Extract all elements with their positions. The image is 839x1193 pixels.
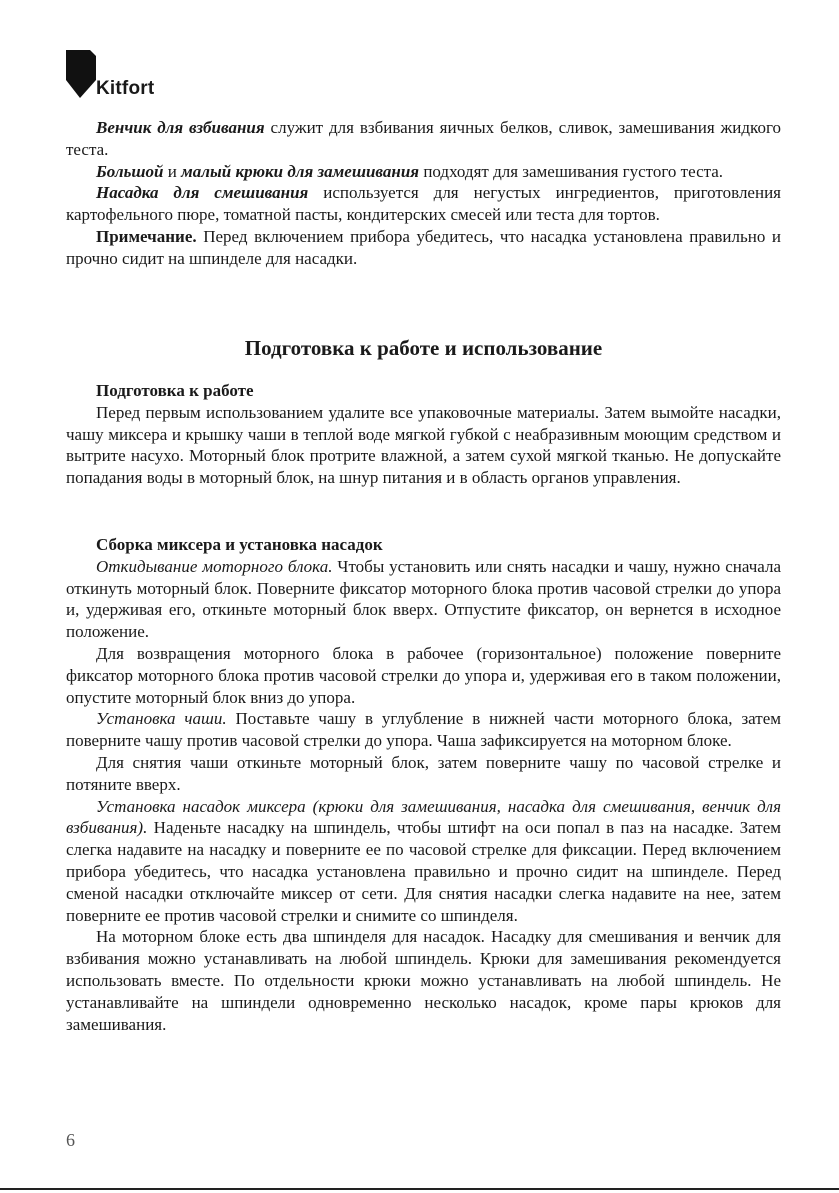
- term: малый крюки для замешивания: [181, 161, 420, 181]
- assembly-heading: Сборка миксера и установка насадок: [96, 535, 383, 554]
- paragraph-text: Наденьте насадку на шпиндель, чтобы штифт на оси попал в паз на насадке. Затем слегка надавите на насадку и поверните ее по часовой стрелке для фиксации. Перед включением прибора убедитесь, что насадка установлена правильно и прочно сидит на шпинделе. Перед сменой насадки отключайте миксер от сети. Для снятия насадки слегка надавите на нее, затем поверните ее против часовой стрелки и снимите со шпинделя.: [66, 818, 781, 925]
- page-number: 6: [66, 1130, 75, 1150]
- logo-mark-icon: [66, 50, 96, 102]
- term: Большой: [96, 161, 164, 181]
- subheading: Откидывание моторного блока.: [96, 556, 333, 576]
- paragraph: [66, 226, 781, 270]
- paragraph-text: подходят для замешивания густого теста.: [419, 161, 724, 181]
- subheading: Установка насадок миксера (крюки для замешивания, насадка для смешивания, венчик для взбивания).: [66, 796, 781, 838]
- paragraph-text: Поставьте чашу в углубление в нижней части моторного блока, затем поверните чашу против часовой стрелки до упора. Чаша зафиксируется на моторном блоке.: [66, 709, 781, 751]
- prep-heading: Подготовка к работе: [96, 381, 254, 400]
- paragraph-text: используется для негустых ингредиентов, приготовления картофельного пюре, томатной пасты, кондитерских смесей или теста для тортов.: [66, 183, 781, 225]
- note-label: Примечание.: [96, 226, 197, 246]
- paragraph-text: Перед включением прибора убедитесь, что насадка установлена правильно и прочно сидит на шпинделе для насадки.: [66, 226, 781, 268]
- paragraph: Для возвращения моторного блока в рабочее (горизонтальное) положение поверните фиксатор моторного блока против часовой стрелки до упора и, удерживая его в таком положении, опустите моторный блок вниз до упора.: [66, 643, 781, 707]
- paragraph: [66, 182, 781, 226]
- paragraph: [66, 556, 781, 643]
- paragraph-text: служит для взбивания яичных белков, сливок, замешивания жидкого теста.: [66, 118, 781, 159]
- assembly-section: [66, 534, 781, 1035]
- paragraph: Перед первым использованием удалите все упаковочные материалы. Затем вымойте насадки, чашу миксера и крышку чаши в теплой воде мягкой губкой с неабразивным моющим средством и вытрите насухо. Моторный блок протрите влажной, а затем сухой мягкой тканью. Не допускайте попадания воды в моторный блок, на шнур питания и в область органов управления.: [66, 402, 781, 488]
- bottom-rule: [0, 1188, 839, 1190]
- kitfort-logo: [66, 50, 206, 100]
- term: Венчик для взбивания: [96, 118, 265, 137]
- subheading: Установка чаши.: [96, 709, 227, 729]
- term: Насадка для смешивания: [96, 183, 309, 203]
- prep-section: [66, 380, 781, 489]
- section-title: Подготовка к работе и использование: [244, 336, 603, 360]
- paragraph: [66, 161, 781, 183]
- paragraph: Для снятия чаши откиньте моторный блок, затем поверните чашу по часовой стрелке и потяните вверх.: [66, 752, 781, 794]
- paragraph-text: Чтобы установить или снять насадки и чашу, нужно сначала откинуть моторный блок. Поверните фиксатор моторного блока против часовой стрелки до упора и, удерживая его, откиньте моторный блок вверх. Отпустите фиксатор, он вернется в исходное положение.: [66, 556, 782, 642]
- paragraph: [66, 796, 781, 927]
- paragraph: [66, 708, 781, 752]
- intro-text: [66, 117, 781, 270]
- paragraph: [66, 117, 781, 161]
- logo-text: Kitfort: [96, 78, 155, 99]
- conjunction: и: [163, 161, 182, 181]
- paragraph: На моторном блоке есть два шпинделя для насадок. Насадку для смешивания и венчик для взбивания можно устанавливать на любой шпиндель. Крюки для замешивания рекомендуется использовать вместе. По отдельности крюки можно устанавливать на любой шпиндель. Не устанавливайте на шпиндели одновременно несколько насадок, кроме пары крюков для замешивания.: [66, 927, 781, 1034]
